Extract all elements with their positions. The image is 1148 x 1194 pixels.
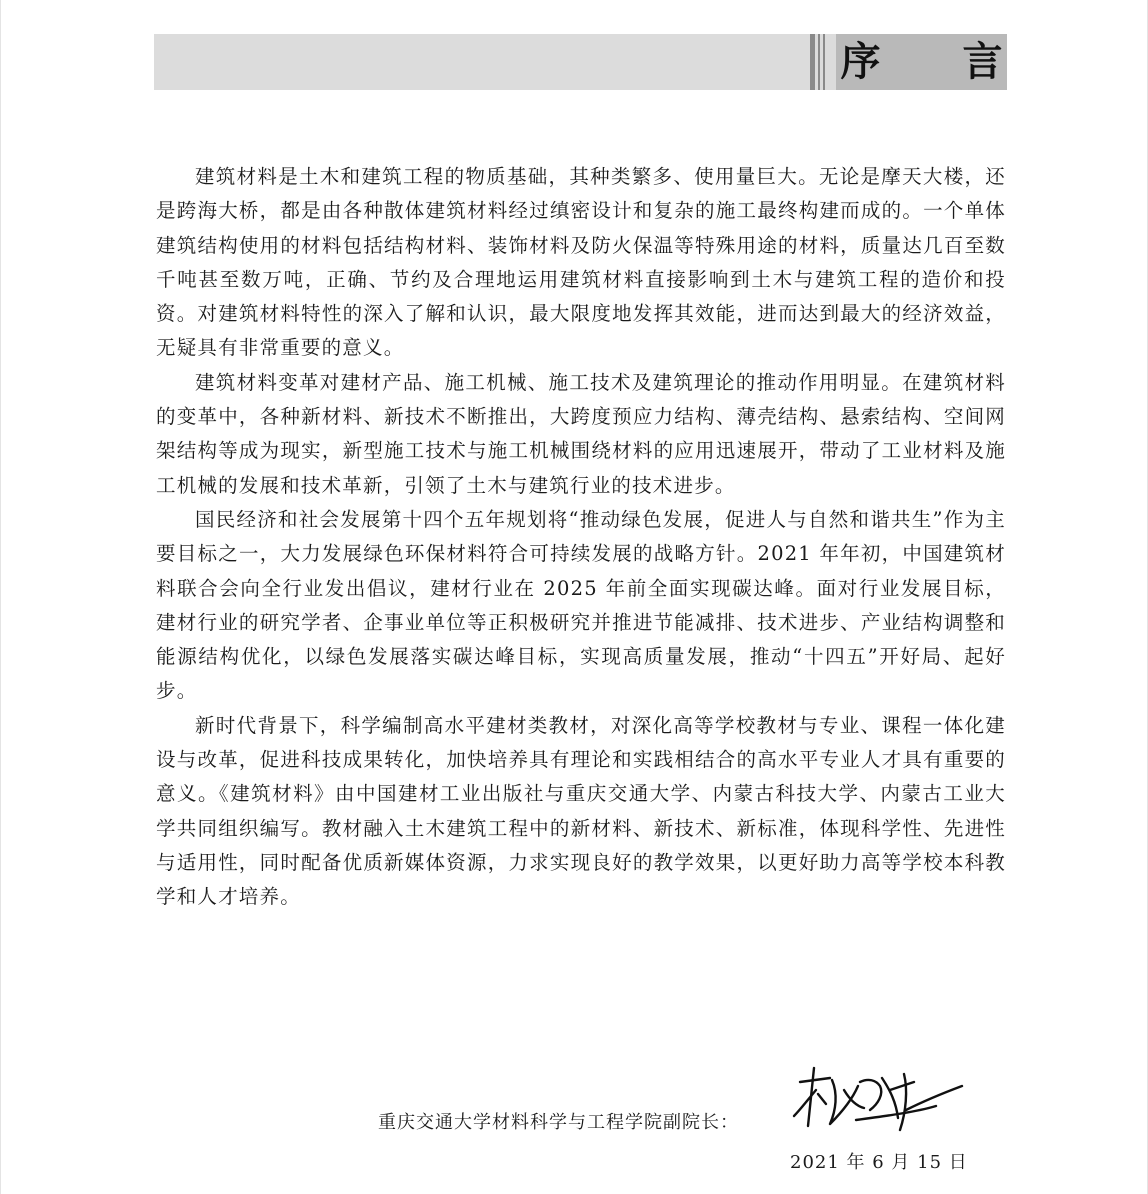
paragraph-2: 建筑材料变革对建材产品、施工机械、施工技术及建筑理论的推动作用明显。在建筑材料的变革中，各种新材料、新技术不断推出，大跨度预应力结构、薄壳结构、悬索结构、空间网架结构等成为现实，新型施工技术与施工机械围绕材料的应用迅速展开，带动了工业材料及施工机械的发展和技术革新，引领了土木与建筑行业的技术进步。	[156, 370, 1006, 497]
paragraph-4: 新时代背景下，科学编制高水平建材类教材，对深化高等学校教材与专业、课程一体化建设与改革，促进科技成果转化，加快培养具有理论和实践相结合的高水平专业人才具有重要的意义。《建筑材料》由中国建材工业出版社与重庆交通大学、内蒙古科技大学、内蒙古工业大学共同组织编写。教材融入土木建筑工程中的新材料、新技术、新标准，体现科学性、先进性与适用性，同时配备优质新媒体资源，力求实现良好的教学效果，以更好助力高等学校本科教学和人才培养。	[156, 713, 1006, 909]
page-title: 序 言	[840, 38, 1037, 85]
section-title-box	[836, 34, 1037, 90]
signature-label: 重庆交通大学材料科学与工程学院副院长：	[378, 1112, 739, 1133]
paragraph-1: 建筑材料是土木和建筑工程的物质基础，其种类繁多、使用量巨大。无论是摩天大楼，还是跨海大桥，都是由各种散体建筑材料经过缜密设计和复杂的施工最终构建而成的。一个单体建筑结构使用的材料包括结构材料、装饰材料及防火保温等特殊用途的材料，质量达几百至数千吨甚至数万吨，正确、节约及合理地运用建筑材料直接影响到土木与建筑工程的造价和投资。对建筑材料特性的深入了解和认识，最大限度地发挥其效能，进而达到最大的经济效益，无疑具有非常重要的意义。	[156, 165, 1006, 360]
header-divider-lines	[810, 34, 834, 90]
signature-date: 2021 年 6 月 15 日	[790, 1152, 968, 1173]
preface-body	[156, 160, 1006, 915]
paragraph-3: 国民经济和社会发展第十四个五年规划将“推动绿色发展，促进人与自然和谐共生”作为主要目标之一，大力发展绿色环保材料符合可持续发展的战略方针。2021 年年初，中国建筑材料联合会向全行业发出倡议，建材行业在 2025 年前全面实现碳达峰。面对行业发展目标，建材行业的研究学者、企事业单位等正积极研究并推进节能减排、技术进步、产业结构调整和能源结构优化，以绿色发展落实碳达峰目标，实现高质量发展，推动“十四五”开好局、起好步。	[156, 507, 1006, 703]
handwritten-signature	[786, 1060, 966, 1140]
